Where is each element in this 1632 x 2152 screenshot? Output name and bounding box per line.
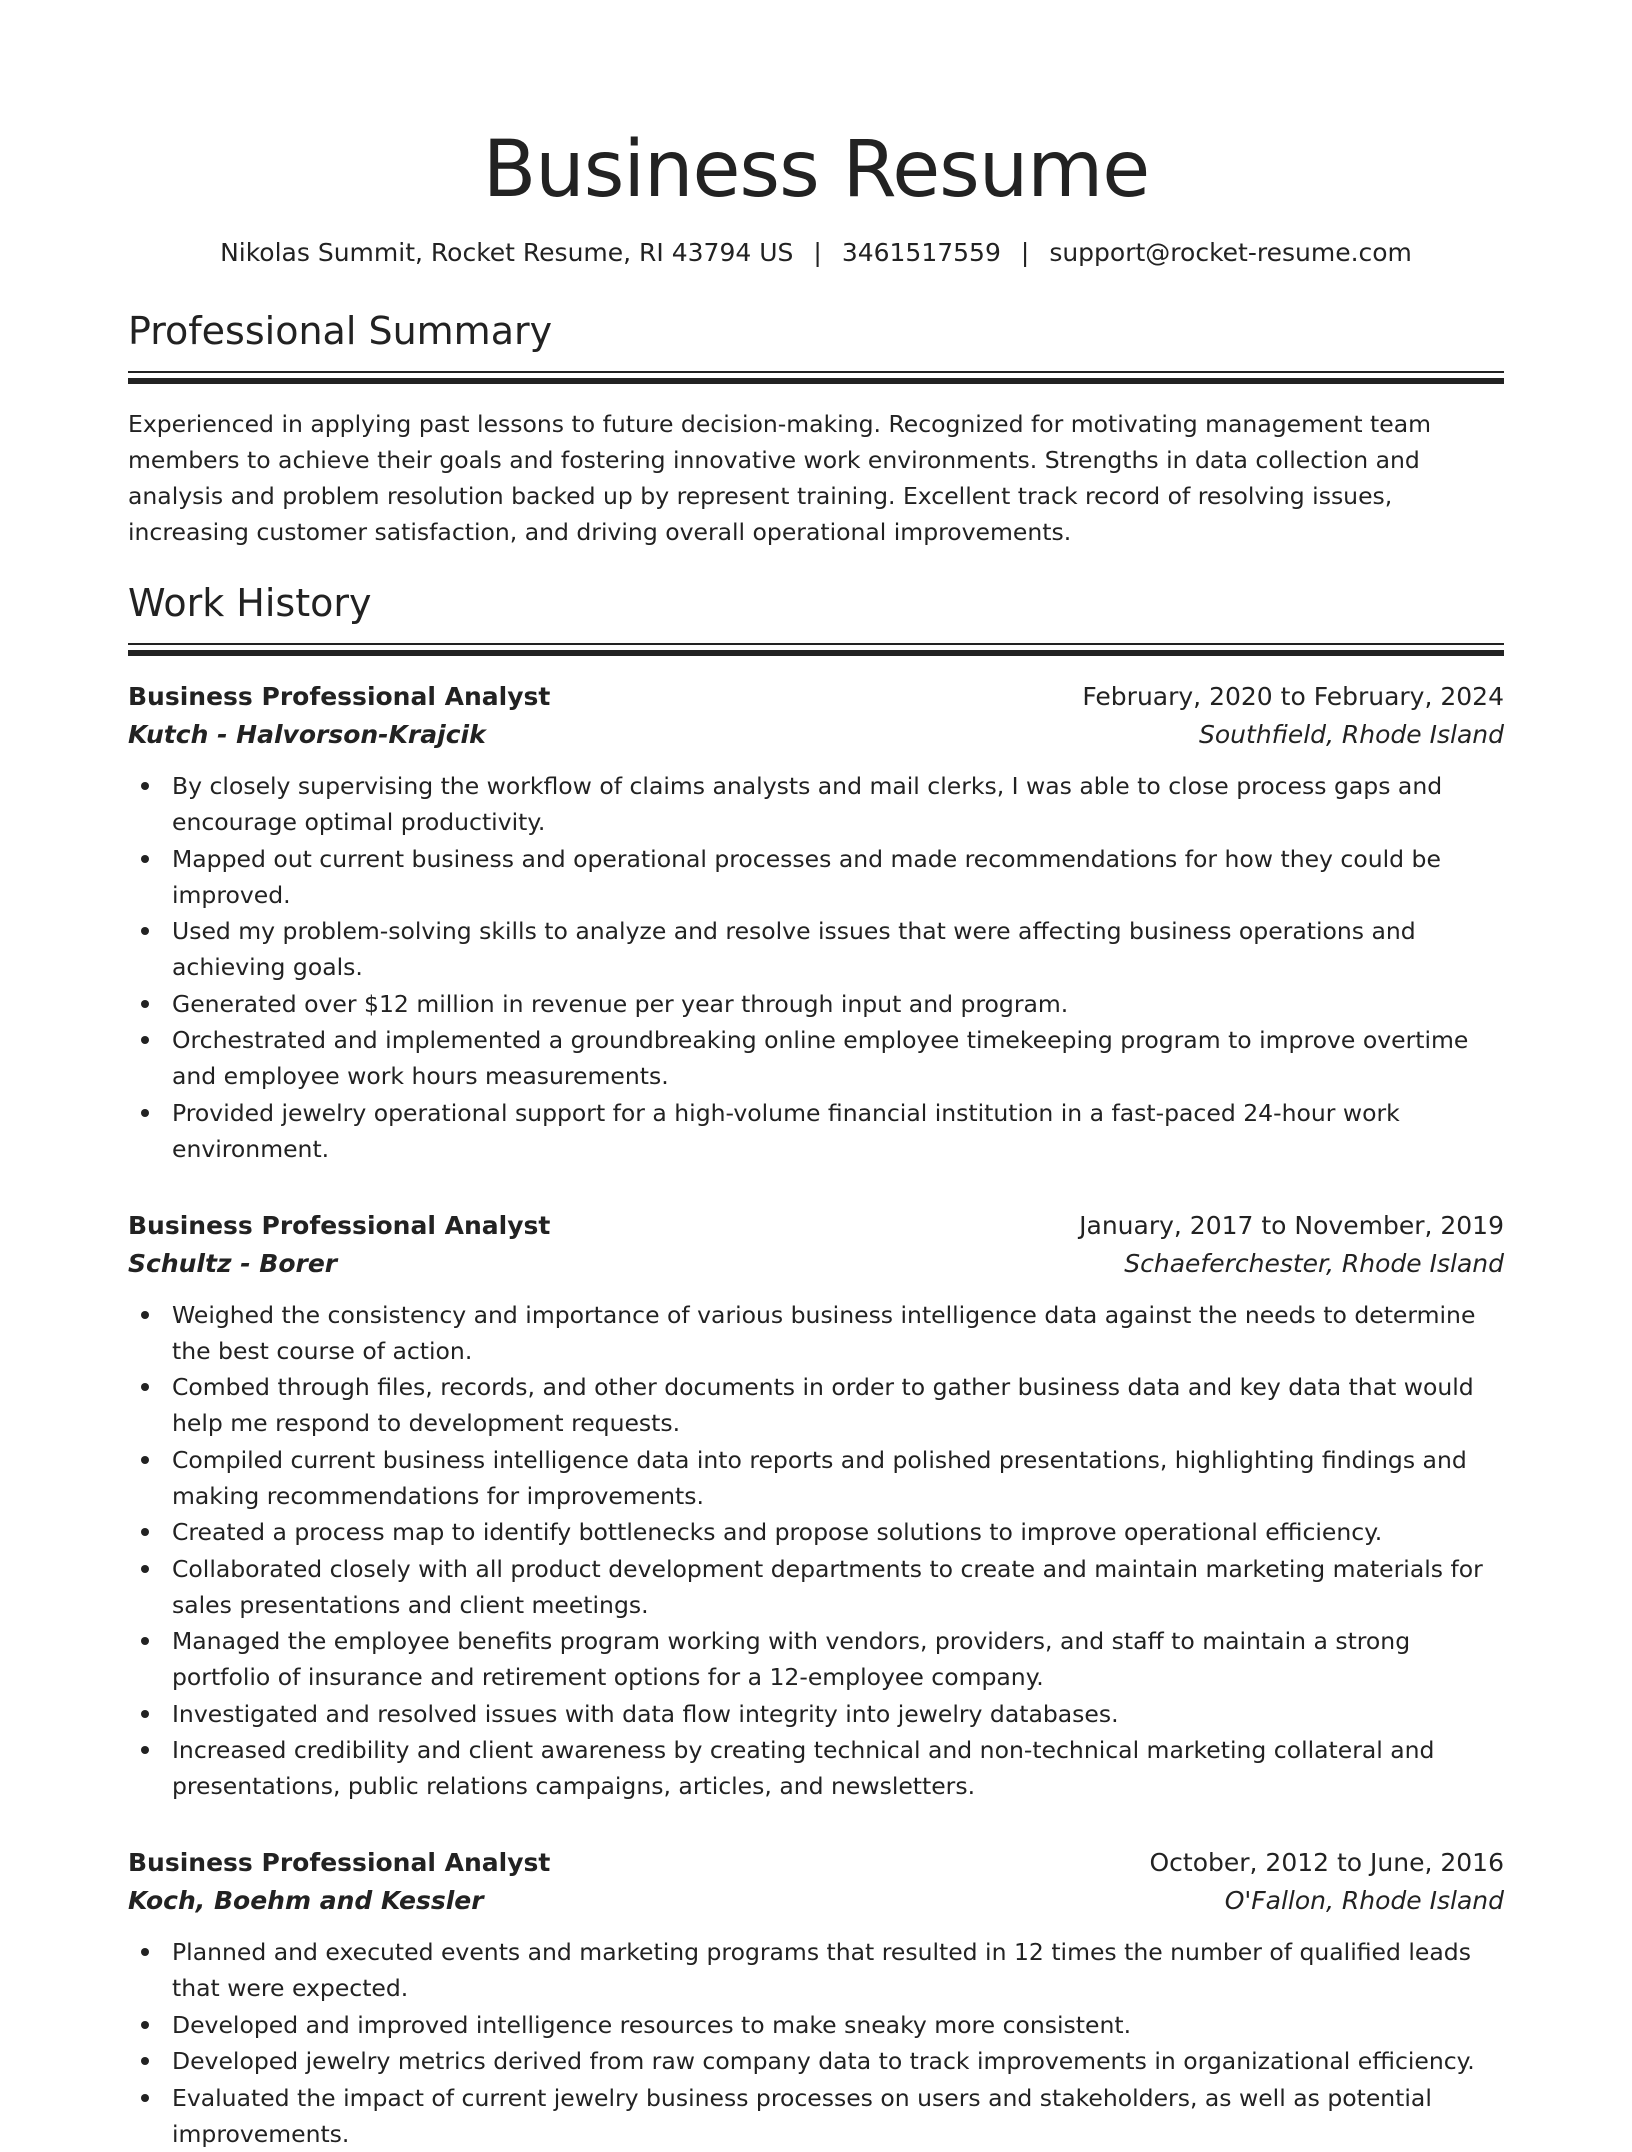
job-header-row [128, 1844, 1504, 1882]
contact-phone: 3461517559 [841, 238, 1001, 267]
section-divider [128, 643, 1504, 656]
job-location: Schaeferchester, Rhode Island [1124, 1248, 1504, 1278]
job-bullet-text: Planned and executed events and marketing programs that resulted in 12 times the number of qualified leads that were expected. [172, 1938, 1471, 2002]
bullet-dot [141, 1746, 149, 1754]
job-dates: October, 2012 to June, 2016 [1149, 1848, 1504, 1877]
bullet-dot [141, 1948, 149, 1956]
job-bullet [128, 913, 1504, 985]
bullet-dot [141, 1637, 149, 1645]
job-bullet-text: Orchestrated and implemented a groundbreaking online employee timekeeping program to improve overtime and employee work hours measurements. [172, 1026, 1469, 1090]
job-bullet-text: Mapped out current business and operational processes and made recommendations for how they could be improved. [172, 844, 1441, 909]
job-title: Business Professional Analyst [128, 1848, 551, 1877]
contact-separator: | [813, 238, 822, 267]
job-dates: January, 2017 to November, 2019 [1079, 1210, 1504, 1240]
job-entry [128, 1844, 1504, 2152]
job-bullet-text: Generated over $12 million in revenue per year through input and program. [172, 989, 1069, 1018]
job-entry [128, 1207, 1504, 1805]
job-company-row [128, 716, 1504, 754]
job-bullet-text: Created a process map to identify bottlenecks and propose solutions to improve operational efficiency. [172, 1518, 1383, 1546]
job-bullet [128, 1369, 1504, 1441]
section-divider [128, 371, 1504, 384]
job-bullet [128, 1934, 1504, 2006]
job-company: Schultz - Borer [128, 1248, 338, 1278]
job-bullet-text: Increased credibility and client awareness by creating technical and non-technical marketing collateral and presentations, public relations campaigns, articles, and newsletters. [172, 1736, 1435, 1800]
job-bullet-text: Investigated and resolved issues with data flow integrity into jewelry databases. [172, 1699, 1119, 1728]
job-bullet [128, 1696, 1504, 1732]
bullet-dot [141, 1000, 149, 1008]
job-bullet [128, 841, 1504, 913]
bullet-dot [141, 2021, 149, 2029]
job-bullet-text: Weighed the consistency and importance of various business intelligence data against the needs to determine the best course of action. [172, 1300, 1476, 1365]
work-history-heading: Work History [128, 581, 372, 625]
job-title: Business Professional Analyst [128, 1210, 551, 1240]
resume-title: Business Resume [482, 125, 1150, 215]
job-header-row [128, 1207, 1504, 1245]
job-bullet-list [128, 1297, 1504, 1805]
job-location: Southfield, Rhode Island [1199, 720, 1504, 749]
job-bullet-text: Managed the employee benefits program working with vendors, providers, and staff to maintain a strong portfolio of insurance and retirement options for a 12-employee company. [172, 1627, 1411, 1691]
job-company-row [128, 1882, 1504, 1920]
job-entry [128, 678, 1504, 1167]
job-bullet [128, 2007, 1504, 2043]
bullet-dot [141, 927, 149, 935]
job-bullet-text: Compiled current business intelligence data into reports and polished presentations, highlighting findings and making recommendations for improvements. [172, 1445, 1467, 1510]
job-bullet [128, 1297, 1504, 1369]
job-list [128, 678, 1504, 2152]
bullet-dot [141, 1710, 149, 1718]
bullet-dot [141, 1456, 149, 1464]
contact-line [128, 236, 1504, 270]
contact-email[interactable]: support@rocket-resume.com [1049, 238, 1412, 267]
job-bullet-text: By closely supervising the workflow of claims analysts and mail clerks, I was able to close process gaps and encourage optimal productivity. [172, 772, 1443, 836]
bullet-dot [141, 1109, 149, 1117]
job-bullet-list [128, 1934, 1504, 2152]
summary-text: Experienced in applying past lessons to future decision-making. Recognized for motivating management team members to achieve their goals and fostering innovative work environments. Strengths in data collection and analysis and problem resolution backed up by represent training. Excellent track record of resolving issues, increasing customer satisfaction, and driving overall operational improvements. [128, 410, 1431, 546]
job-bullet-text: Combed through files, records, and other documents in order to gather business data and key data that would help me respond to development requests. [172, 1373, 1474, 1437]
job-title: Business Professional Analyst [128, 682, 551, 711]
job-bullet-text: Developed jewelry metrics derived from raw company data to track improvements in organizational efficiency. [172, 2047, 1475, 2075]
job-bullet-text: Developed and improved intelligence resources to make sneaky more consistent. [172, 2010, 1132, 2039]
job-bullet-text: Collaborated closely with all product development departments to create and maintain marketing materials for sales presentations and client meetings. [172, 1554, 1483, 1619]
bullet-dot [141, 855, 149, 863]
job-bullet [128, 2043, 1504, 2079]
job-location: O'Fallon, Rhode Island [1224, 1886, 1504, 1915]
contact-address: Nikolas Summit, Rocket Resume, RI 43794 US [220, 238, 794, 267]
job-bullet [128, 1442, 1504, 1514]
summary-heading: Professional Summary [128, 309, 553, 353]
job-bullet [128, 1551, 1504, 1623]
job-bullet [128, 1514, 1504, 1550]
job-dates: February, 2020 to February, 2024 [1082, 682, 1504, 711]
work-history-section [128, 578, 1504, 2152]
job-company: Koch, Boehm and Kessler [128, 1886, 484, 1915]
bullet-dot [141, 1311, 149, 1319]
job-bullet [128, 768, 1504, 840]
job-bullet [128, 986, 1504, 1022]
job-company: Kutch - Halvorson-Krajcik [128, 720, 486, 749]
bullet-dot [141, 2057, 149, 2065]
job-bullet-text: Evaluated the impact of current jewelry business processes on users and stakeholders, as well as potential improvements. [172, 2083, 1432, 2148]
job-header-row [128, 678, 1504, 716]
job-bullet [128, 1623, 1504, 1695]
bullet-dot [141, 1383, 149, 1391]
job-bullet [128, 1732, 1504, 1804]
job-bullet-list [128, 768, 1504, 1167]
bullet-dot [141, 2094, 149, 2102]
bullet-dot [141, 1528, 149, 1536]
contact-separator: | [1020, 238, 1030, 267]
resume-page [128, 0, 1504, 2152]
job-bullet [128, 1095, 1504, 1167]
summary-section [128, 306, 1504, 550]
job-bullet [128, 1022, 1504, 1094]
job-company-row [128, 1245, 1504, 1283]
job-bullet [128, 2080, 1504, 2152]
job-bullet-text: Used my problem-solving skills to analyze and resolve issues that were affecting business operations and achieving goals. [172, 917, 1416, 981]
bullet-dot [141, 1565, 149, 1573]
bullet-dot [141, 1036, 149, 1044]
job-bullet-text: Provided jewelry operational support for a high-volume financial institution in a fast-paced 24-hour work environment. [172, 1098, 1400, 1163]
bullet-dot [141, 782, 149, 790]
